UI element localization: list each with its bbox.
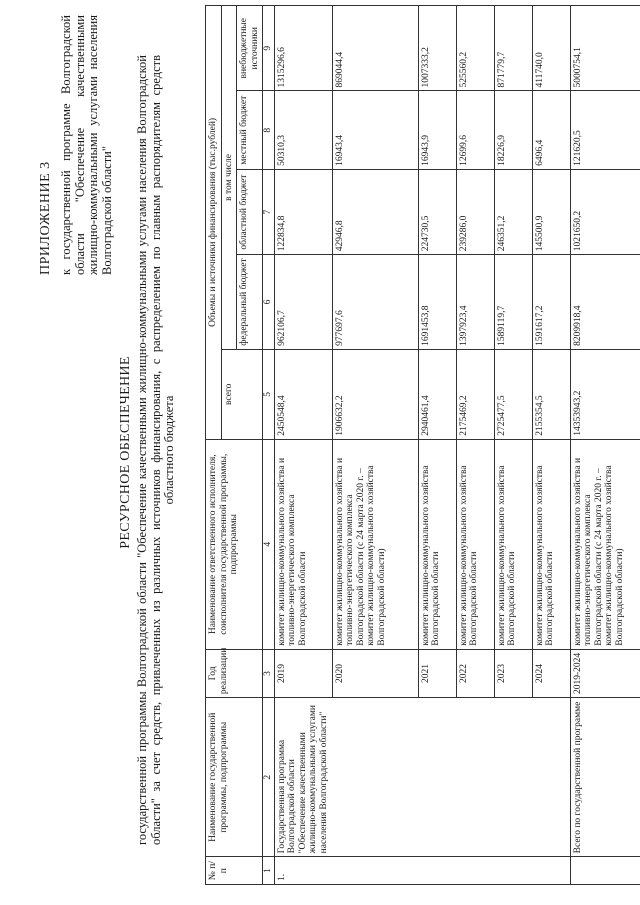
total-regional: 1021650,2 <box>570 169 640 254</box>
row-total: 2450548,4 <box>274 349 332 439</box>
row-offbudget: 1315296,6 <box>274 6 332 91</box>
row-regional: 224730,5 <box>418 169 456 254</box>
row-year: 2020 <box>332 649 418 697</box>
column-index: 3 <box>263 649 275 697</box>
header-local: местный бюджет <box>237 91 263 169</box>
row-offbudget: 1007333,2 <box>418 6 456 91</box>
row-offbudget: 869044,4 <box>332 6 418 91</box>
row-year: 2024 <box>532 649 570 697</box>
row-offbudget: 525560,2 <box>456 6 494 91</box>
row-total: 2155354,5 <box>532 349 570 439</box>
row-federal: 977697,6 <box>332 255 418 350</box>
row-total: 2175469,2 <box>456 349 494 439</box>
total-executor: комитет жилищно-коммунального хозяйства и топливно-энергетического комплекса Волгоградской области (с 24 марта 2020 г. – комитет жилищно-коммунального хозяйства Волгоградской области) <box>570 439 640 649</box>
document-title: РЕСУРСНОЕ ОБЕСПЕЧЕНИЕ <box>118 356 133 549</box>
table-header-row <box>206 6 222 885</box>
total-offbudget: 5000754,1 <box>570 6 640 91</box>
row-year: 2023 <box>494 649 532 697</box>
row-regional: 145500,9 <box>532 169 570 254</box>
header-num: № п/п <box>206 857 263 885</box>
row-federal: 1691453,8 <box>418 255 456 350</box>
total-year: 2019-2024 <box>570 649 640 697</box>
row-year: 2019 <box>274 649 332 697</box>
total-num <box>570 857 640 885</box>
row-executor: комитет жилищно-коммунального хозяйства и топливно-энергетического комплекса Волгоградской области (с 24 марта 2020 г. – комитет жилищно-коммунального хозяйства Волгоградской области) <box>332 439 418 649</box>
header-funding: Объемы и источники финансирования (тыс.рублей) <box>206 6 222 440</box>
header-regional: областной бюджет <box>237 169 263 254</box>
column-index: 4 <box>263 439 275 649</box>
column-index-row <box>263 6 275 885</box>
header-offbudget: внебюджетные источники <box>237 6 263 91</box>
table-row <box>274 6 332 885</box>
row-regional: 42946,8 <box>332 169 418 254</box>
column-index: 1 <box>263 857 275 885</box>
row-regional: 246351,2 <box>494 169 532 254</box>
row-federal: 962106,7 <box>274 255 332 350</box>
total-name: Всего по государственной программе <box>570 698 640 857</box>
total-federal: 8209918,4 <box>570 255 640 350</box>
column-index: 9 <box>263 6 275 91</box>
row-local: 6496,4 <box>532 91 570 169</box>
row-executor: комитет жилищно-коммунального хозяйства Волгоградской области <box>494 439 532 649</box>
column-index: 5 <box>263 349 275 439</box>
column-index: 7 <box>263 169 275 254</box>
row-local: 16943,4 <box>332 91 418 169</box>
column-index: 8 <box>263 91 275 169</box>
header-total: всего <box>221 349 263 439</box>
row-total: 1906632,2 <box>332 349 418 439</box>
row-executor: комитет жилищно-коммунального хозяйства Волгоградской области <box>532 439 570 649</box>
row-local: 16943,9 <box>418 91 456 169</box>
appendix-reference: к государственной программе Волгоградской области "Обеспечение качественными жилищно-коммунальными услугами населения Волгоградской области" <box>59 15 114 275</box>
header-year: Год реализации <box>206 649 263 697</box>
row-offbudget: 411740,0 <box>532 6 570 91</box>
row-regional: 122834,8 <box>274 169 332 254</box>
row-year: 2021 <box>418 649 456 697</box>
row-local: 50310,3 <box>274 91 332 169</box>
row-total: 2940461,4 <box>418 349 456 439</box>
row-federal: 1589119,7 <box>494 255 532 350</box>
row-total: 2725477,5 <box>494 349 532 439</box>
row-federal: 1591617,2 <box>532 255 570 350</box>
program-num: 1. <box>274 857 570 885</box>
row-federal: 1397923,4 <box>456 255 494 350</box>
table-total-row <box>570 6 640 885</box>
total-local: 121620,5 <box>570 91 640 169</box>
column-index: 6 <box>263 255 275 350</box>
row-local: 12699,6 <box>456 91 494 169</box>
resource-table <box>205 5 640 885</box>
header-name: Наименование государственной программы, подпрограммы <box>206 698 263 857</box>
row-executor: комитет жилищно-коммунального хозяйства и топливно-энергетического комплекса Волгоградской области <box>274 439 332 649</box>
program-name: Государственная программа Волгоградской области "Обеспечение качественными жилищно-коммунальными услугами населения Волгоградской области" <box>274 698 570 857</box>
column-index: 2 <box>263 698 275 857</box>
row-regional: 239286,0 <box>456 169 494 254</box>
row-local: 18226,9 <box>494 91 532 169</box>
row-offbudget: 871779,7 <box>494 6 532 91</box>
row-executor: комитет жилищно-коммунального хозяйства Волгоградской области <box>418 439 456 649</box>
appendix-title: ПРИЛОЖЕНИЕ 3 <box>38 161 53 275</box>
total-total: 14353943,2 <box>570 349 640 439</box>
row-year: 2022 <box>456 649 494 697</box>
header-incl: в том числе <box>221 6 237 350</box>
header-executor: Наименование ответственного исполнителя, соисполнителя государственной программы, подпрограммы <box>206 439 263 649</box>
header-federal: федеральный бюджет <box>237 255 263 350</box>
row-executor: комитет жилищно-коммунального хозяйства Волгоградской области <box>456 439 494 649</box>
document-subtitle: государственной программы Волгоградской области "Обеспечение качественными жилищно-коммунальными услугами населения Волгоградской области" за счет средств, привлеченных из различных источников финансирования, с распределением по главным распорядителям средств областного бюджета <box>135 55 176 845</box>
